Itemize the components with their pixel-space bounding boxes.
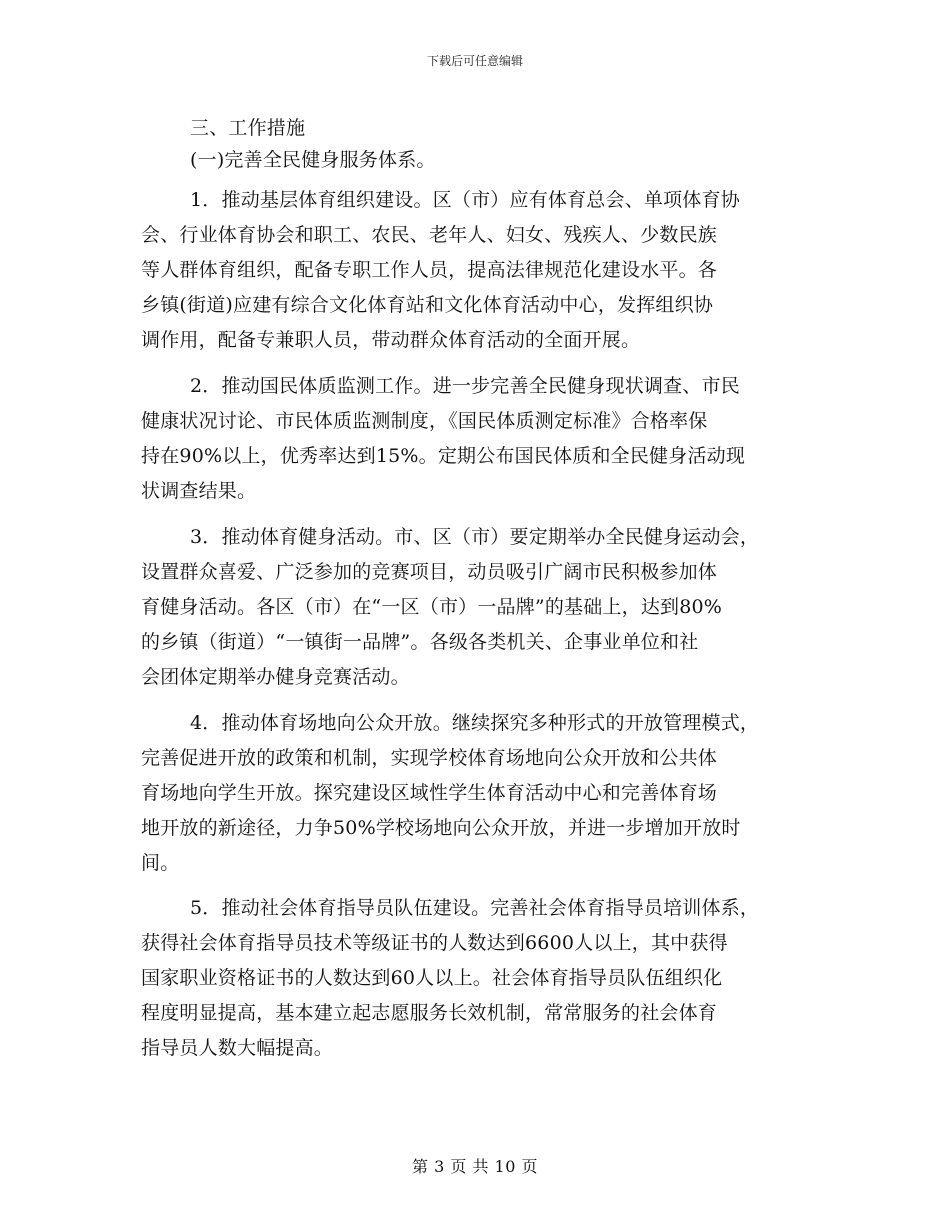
text-line: 5．推动社会体育指导员队伍建设。完善社会体育指导员培训体系， [190, 897, 760, 919]
text-line: 间。 [141, 852, 180, 874]
text-line: 2．推动国民体质监测工作。进一步完善全民健身现状调查、市民 [190, 375, 740, 397]
text-line: 状调查结果。 [141, 480, 257, 502]
text-line: 健康状况讨论、市民体质监测制度，《国民体质测定标准》合格率保 [141, 410, 708, 432]
text-line: 4．推动体育场地向公众开放。继续探究多种形式的开放管理模式， [190, 712, 760, 734]
text-line: 地开放的新途径，力争50%学校场地向公众开放，并进一步增加开放时 [141, 817, 741, 839]
header-note: 下载后可任意编辑 [426, 54, 523, 68]
text-line: 国家职业资格证书的人数达到60人以上。社会体育指导员队伍组织化 [141, 967, 723, 989]
text-line: 乡镇(街道)应建有综合文化体育站和文化体育活动中心，发挥组织协 [141, 294, 714, 316]
text-line: 程度明显提高，基本建立起志愿服务长效机制，常常服务的社会体育 [141, 1002, 718, 1024]
text-line: 3．推动体育健身活动。市、区（市）要定期举办全民健身运动会， [190, 526, 760, 548]
text-line: 指导员人数大幅提高。 [141, 1037, 334, 1059]
text-line: 育健身活动。各区（市）在“一区（市）一品牌”的基础上，达到80% [141, 596, 723, 618]
subsection-heading: (一)完善全民健身服务体系。 [190, 149, 436, 171]
text-line: 会、行业体育协会和职工、农民、老年人、妇女、残疾人、少数民族 [141, 224, 718, 246]
page-number: 第 3 页 共 10 页 [412, 1157, 538, 1176]
text-line: 的乡镇（街道）“一镇街一品牌”。各级各类机关、企事业单位和社 [141, 631, 699, 653]
text-line: 完善促进开放的政策和机制，实现学校体育场地向公众开放和公共体 [141, 747, 718, 769]
text-line: 等人群体育组织，配备专职工作人员，提高法律规范化建设水平。各 [141, 259, 718, 281]
text-line: 调作用，配备专兼职人员，带动群众体育活动的全面开展。 [141, 329, 641, 351]
text-line: 获得社会体育指导员技术等级证书的人数达到6600人以上，其中获得 [141, 932, 728, 954]
text-line: 持在90%以上，优秀率达到15%。定期公布国民体质和全民健身活动现 [141, 445, 746, 467]
text-line: 育场地向学生开放。探究建设区域性学生体育活动中心和完善体育场 [141, 782, 718, 804]
text-line: 1．推动基层体育组织建设。区（市）应有体育总会、单项体育协 [190, 189, 740, 211]
text-line: 会团体定期举办健身竞赛活动。 [141, 666, 410, 688]
section-heading: 三、工作措施 [190, 117, 306, 139]
text-line: 设置群众喜爱、广泛参加的竞赛项目，动员吸引广阔市民积极参加体 [141, 561, 718, 583]
